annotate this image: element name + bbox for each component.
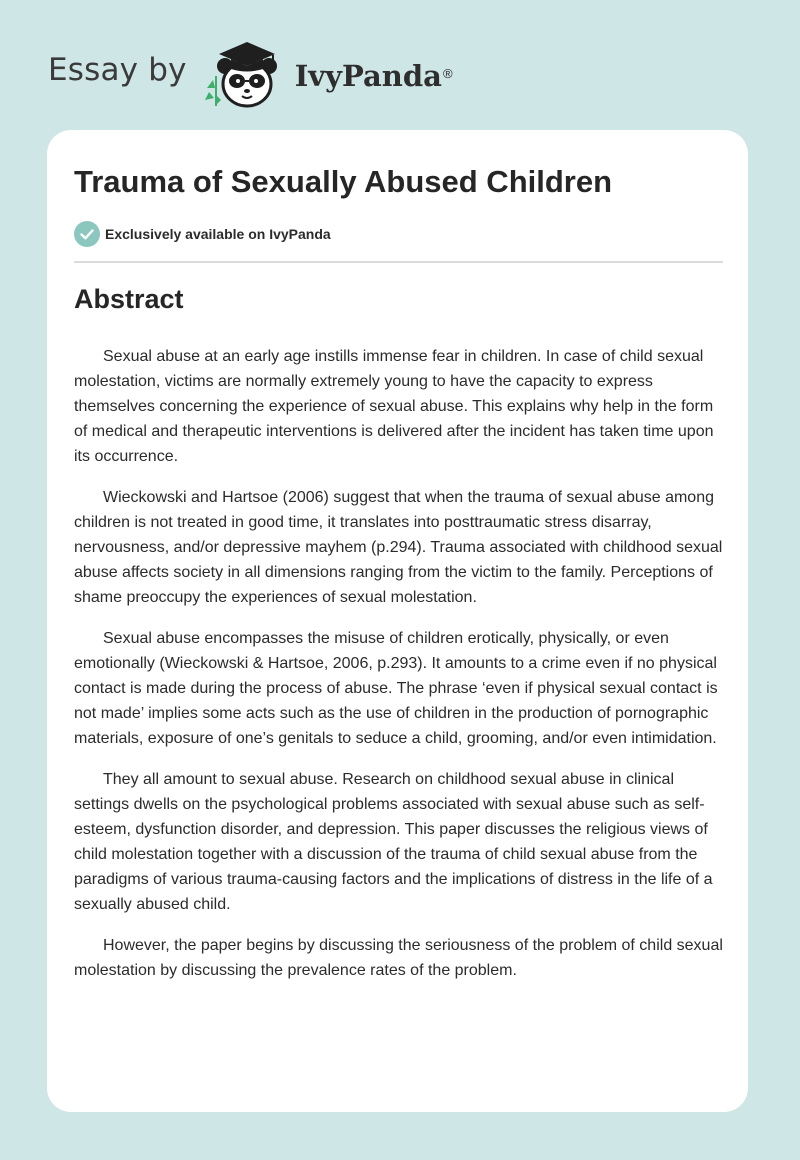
paragraph: Sexual abuse at an early age instills immense fear in children. In case of child sexual molestation, victims are normally extremely young to have the capacity to express themselves concerning the experience of sexual abuse. This explains why help in the form of medical and therapeutic interventions is delivered after the incident has taken time upon its occurrence.	[74, 348, 714, 465]
essay-title: Trauma of Sexually Abused Children	[74, 164, 613, 199]
paragraph: Sexual abuse encompasses the misuse of children erotically, physically, or even emotionally (Wieckowski & Hartsoe, 2006, p.293). It amounts to a crime even if no physical contact is made during the process of abuse. The phrase ‘even if physical sexual contact is not made’ implies some acts such as the use of children in the production of pornographic materials, exposure of one’s genitals to seduce a child, grooming, and/or even intimidation.	[74, 630, 718, 747]
exclusive-badge	[74, 221, 331, 247]
essay-body	[74, 344, 726, 999]
brand-name: IvyPanda	[294, 59, 442, 93]
brand-prefix: Essay by	[48, 52, 187, 88]
panda-graduate-logo-icon	[203, 36, 291, 110]
check-circle-icon	[74, 221, 100, 247]
title-divider	[74, 261, 723, 263]
brand-header[interactable]	[48, 36, 453, 110]
essay-card	[47, 130, 748, 1112]
paragraph: However, the paper begins by discussing the seriousness of the problem of child sexual molestation by discussing the prevalence rates of the problem.	[74, 937, 723, 979]
paragraph: They all amount to sexual abuse. Research on childhood sexual abuse in clinical settings dwells on the psychological problems associated with sexual abuse such as self-esteem, dysfunction disorder, and depression. This paper discusses the religious views of child molestation together with a discussion of the trauma of child sexual abuse from the paradigms of various trauma-causing factors and the implications of distress in the life of a sexually abused child.	[74, 771, 713, 913]
exclusive-badge-label: Exclusively available on IvyPanda	[105, 226, 331, 242]
section-heading: Abstract	[74, 284, 184, 314]
paragraph: Wieckowski and Hartsoe (2006) suggest that when the trauma of sexual abuse among children is not treated in good time, it translates into posttraumatic stress disarray, nervousness, and/or depressive mayhem (p.294). Trauma associated with childhood sexual abuse affects society in all dimensions ranging from the victim to the family. Perceptions of shame preoccupy the experiences of sexual molestation.	[74, 489, 723, 606]
registered-mark: ®	[442, 65, 453, 81]
